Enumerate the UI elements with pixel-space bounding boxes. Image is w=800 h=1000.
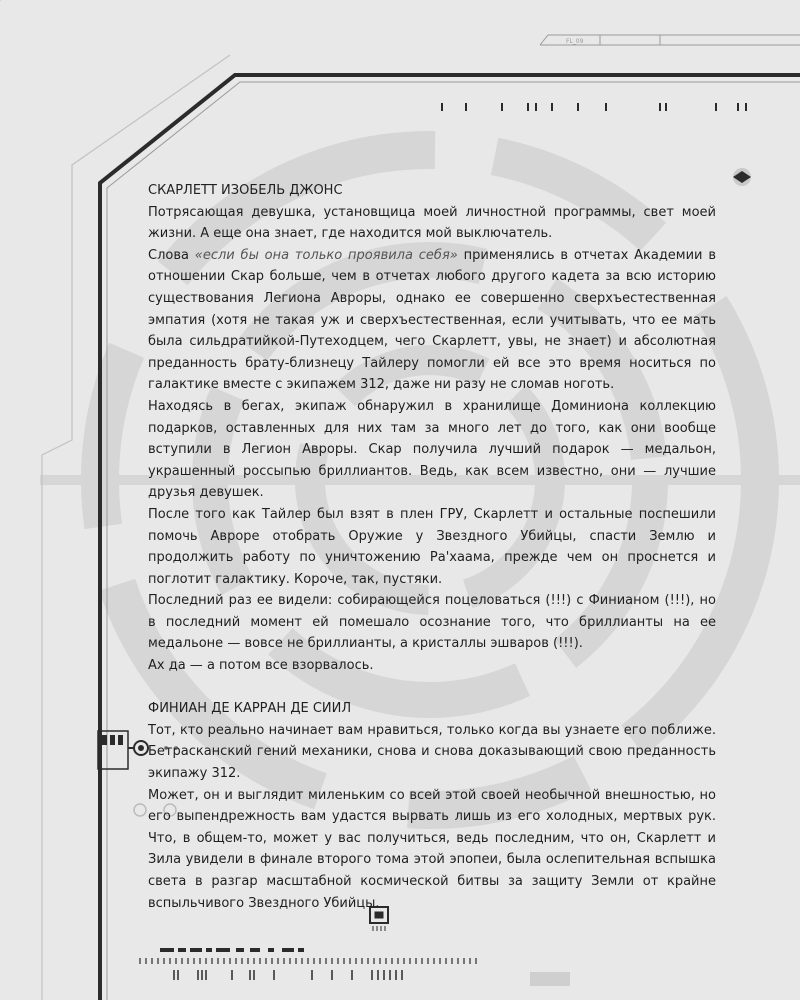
section-spacer	[148, 677, 716, 699]
bottom-barcode	[160, 948, 304, 952]
paragraph: После того как Тайлер был взят в плен ГРУ, Скарлетт и остальные поспешили помочь Авроре отобрать Оружие у Звездного Убийцы, спасти Землю и продолжить работу по уничтожению Ра'хаама, прежде чем он проснется и поглотит галактику. Короче, так, пустяки.	[148, 506, 716, 587]
top-tick-marks	[442, 103, 746, 111]
diamond-marker-icon	[733, 168, 751, 186]
paragraph: Потрясающая девушка, установщица моей личностной программы, свет моей жизни. А еще она знает, где находится мой выключатель.	[148, 204, 716, 242]
paragraph: Тот, кто реально начинает вам нравиться, только когда вы узнаете его поближе. Бетрасканский гений механики, снова и снова доказывающий свою преданность экипажу 312.	[148, 722, 716, 782]
paragraph-text: применялись в отчетах Академии в отношении Скар больше, чем в отчетах любого другого кадета за всю историю существования Легиона Авроры, однако ее совершенно сверхъестественная эмпатия (хотя не такая уж и сверхъестественная, если учитывать, что ее мать была сильдратийкой-Путеходцем, чего Скарлетт, увы, не знает) и абсолютная преданность брату-близнецу Тайлеру помогли ей все это время носиться по галактике вместе с экипажем 312, даже ни разу не сломав ноготь.	[148, 247, 716, 393]
section-heading-finian: ФИНИАН ДЕ КАРРАН ДЕ СИИЛ	[148, 701, 352, 717]
paragraph: Находясь в бегах, экипаж обнаружил в хранилище Доминиона коллекцию подарков, оставленных для них там за много лет до того, как они вообще вступили в Легион Авроры. Скар получила лучший подарок — медальон, украшенный россыпью бриллиантов. Ведь, как всем известно, они — лучшие друзья девушек.	[148, 398, 716, 501]
bottom-tick-row	[140, 958, 476, 964]
frame-left-outer	[0, 0, 10, 1]
bottom-tick-row-2	[174, 970, 402, 980]
paragraph: Ах да — а потом все взорвалось.	[148, 658, 374, 674]
bottom-right-block	[530, 972, 570, 986]
section-heading-scarlett: СКАРЛЕТТ ИЗОБЕЛЬ ДЖОНС	[148, 183, 343, 198]
document-body	[148, 180, 716, 914]
paragraph	[148, 245, 716, 396]
paragraph: Последний раз ее видели: собирающейся поцеловаться (!!!) с Финианом (!!!), но в последний момент ей помешало осознание того, что бриллианты на ее медальоне — вовсе не бриллианты, а кристаллы эшваров (!!!).	[148, 593, 716, 652]
paragraph: Может, он и выглядит миленьким со всей этой своей необычной внешностью, но его выпендрежность вам удастся вырвать лишь из его холодных, мертвых рук. Что, в общем-то, может у вас получиться, ведь последним, что он, Скарлетт и Зила увидели в финале второго тома этой эпопеи, была ослепительная вспышка света в разгар масштабной космической битвы за защиту Земли от крайне вспыльчивого Звездного Убийцы.	[148, 787, 716, 911]
header-tab-label: FL_09	[566, 38, 584, 45]
paragraph-text: Слова	[148, 247, 195, 263]
italic-quote: «если бы она только проявила себя»	[194, 247, 458, 263]
